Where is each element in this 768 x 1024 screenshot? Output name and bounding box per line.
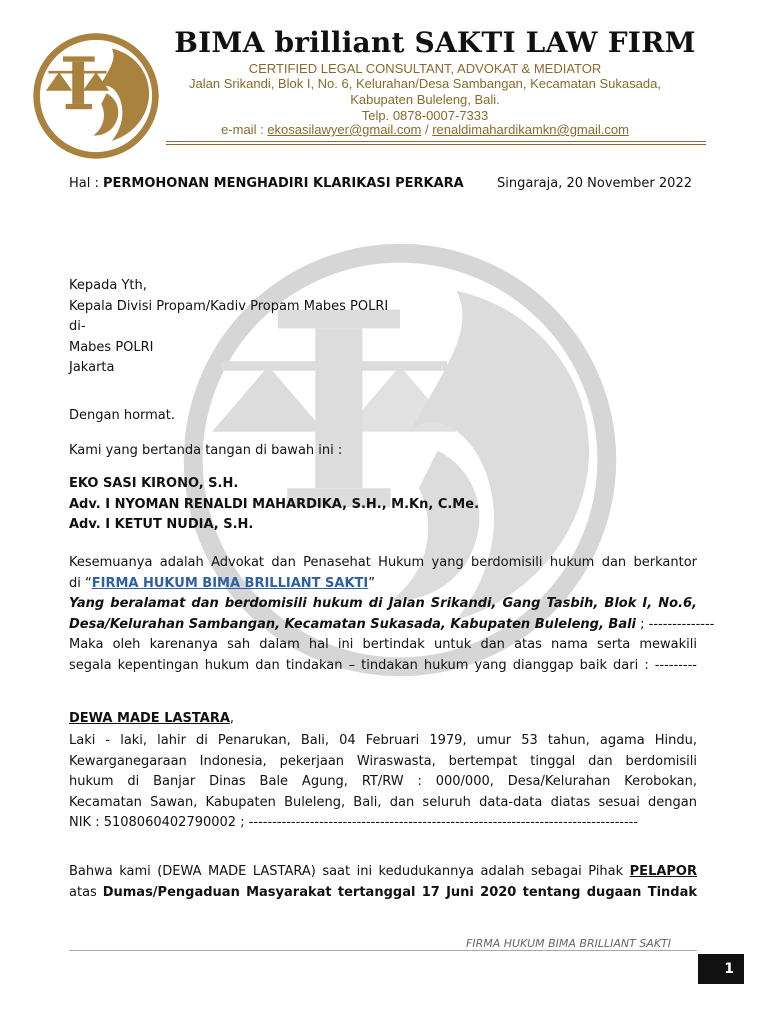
page-number: 1 bbox=[698, 954, 744, 984]
client-name: DEWA MADE LASTARA bbox=[69, 711, 230, 726]
p1-line: Yang beralamat dan berdomisili hukum di Jalan Srikandi, Gang Tasbih, Blok I, No.6, bbox=[69, 596, 697, 611]
client-comma: , bbox=[229, 711, 235, 726]
header-rule-1 bbox=[166, 141, 706, 142]
client-line: Kecamatan Sawan, Kabupaten Buleleng, Bali, dan seluruh data-data diatas sesuai dengan bbox=[69, 794, 697, 810]
p1-suffix: ” bbox=[368, 575, 376, 591]
firm-address-line1: Jalan Srikandi, Blok I, No. 6, Kelurahan/Desa Sambangan, Kecamatan Sukasada, bbox=[189, 76, 661, 91]
recipient-line: di- bbox=[69, 319, 86, 334]
intro-text: Kami yang bertanda tangan di bawah ini : bbox=[69, 443, 343, 458]
p2-complaint: Dumas/Pengaduan Masyarakat tertanggal 17 Juni 2020 tentang dugaan Tindak bbox=[102, 884, 698, 900]
p2-text: Bahwa kami (DEWA MADE LASTARA) saat ini kedudukannya adalah sebagai Pihak bbox=[69, 864, 630, 879]
header-rule-2 bbox=[166, 144, 706, 145]
signatory-name: Adv. I NYOMAN RENALDI MAHARDIKA, S.H., M.Kn, C.Me. bbox=[69, 496, 480, 512]
recipient-line: Mabes POLRI bbox=[69, 339, 154, 355]
subject-text: PERMOHONAN MENGHADIRI KLARIKASI PERKARA bbox=[103, 176, 464, 191]
firm-link[interactable]: FIRMA HUKUM BIMA BRILLIANT SAKTI bbox=[91, 575, 369, 591]
p1-line: segala kepentingan hukum dan tindakan – tindakan hukum yang dianggap baik dari : --------- bbox=[69, 657, 697, 673]
footer-firm-name: FIRMA HUKUM BIMA BRILLIANT SAKTI bbox=[466, 937, 671, 950]
signatory-list bbox=[69, 474, 697, 536]
client-line: Laki - laki, lahir di Penarukan, Bali, 04 Februari 1979, umur 53 tahun, agama Hindu, bbox=[69, 733, 697, 748]
firm-name: BIMA brilliant SAKTI LAW FIRM bbox=[174, 26, 696, 59]
client-details bbox=[69, 731, 697, 834]
recipient-line: Jakarta bbox=[69, 360, 115, 375]
recipient-line: Kepada Yth, bbox=[69, 278, 147, 293]
email-link-1[interactable]: ekosasilawyer@gmail.com bbox=[267, 122, 422, 137]
client-heading bbox=[69, 709, 697, 730]
p2-reporter-role: PELAPOR bbox=[629, 864, 697, 879]
p2-line bbox=[69, 862, 697, 883]
email-label: e-mail : bbox=[221, 122, 268, 137]
paragraph-advocates bbox=[69, 553, 715, 676]
recipient-block bbox=[69, 276, 697, 379]
subject-label: Hal : bbox=[69, 176, 103, 191]
p2-line bbox=[69, 883, 697, 904]
signatory-name: Adv. I KETUT NUDIA, S.H. bbox=[69, 517, 254, 532]
email-separator: / bbox=[421, 122, 433, 137]
p1-prefix: di “ bbox=[69, 575, 92, 591]
p1-line: Maka oleh karenanya sah dalam hal ini bertindak untuk dan atas nama serta mewakili bbox=[69, 637, 697, 652]
client-line: hukum di Banjar Dinas Bale Agung, RT/RW : 000/000, Desa/Kelurahan Kerobokan, bbox=[69, 774, 697, 789]
client-line: Kewarganegaraan Indonesia, pekerjaan Wiraswasta, bertempat tinggal dan berdomisili bbox=[69, 753, 697, 769]
greeting: Dengan hormat. bbox=[69, 408, 176, 423]
email-link-2[interactable]: renaldimahardikamkn@gmail.com bbox=[432, 122, 629, 137]
p1-line: Kesemuanya adalah Advokat dan Penasehat Hukum yang berdomisili hukum dan berkantor bbox=[69, 555, 697, 570]
firm-address-line2: Kabupaten Buleleng, Bali. bbox=[350, 92, 500, 107]
p2-text: atas bbox=[69, 884, 103, 900]
p1-line bbox=[69, 574, 697, 595]
firm-logo-icon bbox=[30, 30, 162, 162]
firm-subtitle: CERTIFIED LEGAL CONSULTANT, ADVOKAT & MEDIATOR bbox=[248, 61, 602, 76]
p1-address: Desa/Kelurahan Sambangan, Kecamatan Sukasada, Kabupaten Buleleng, Bali bbox=[69, 616, 637, 632]
footer-rule bbox=[69, 950, 697, 951]
paragraph-reporter bbox=[69, 862, 697, 903]
place-date: Singaraja, 20 November 2022 bbox=[497, 176, 692, 191]
recipient-line: Kepala Divisi Propam/Kadiv Propam Mabes POLRI bbox=[69, 298, 389, 314]
firm-phone: Telp. 0878-0007-7333 bbox=[361, 108, 489, 123]
signatory-name: EKO SASI KIRONO, S.H. bbox=[69, 476, 239, 491]
p1-dashes: ; -------------- bbox=[636, 616, 715, 632]
firm-email-line bbox=[160, 122, 690, 138]
client-line: NIK : 5108060402790002 ; ----------------------------------------------------------------------------------- bbox=[69, 815, 639, 830]
p1-line bbox=[69, 615, 715, 636]
